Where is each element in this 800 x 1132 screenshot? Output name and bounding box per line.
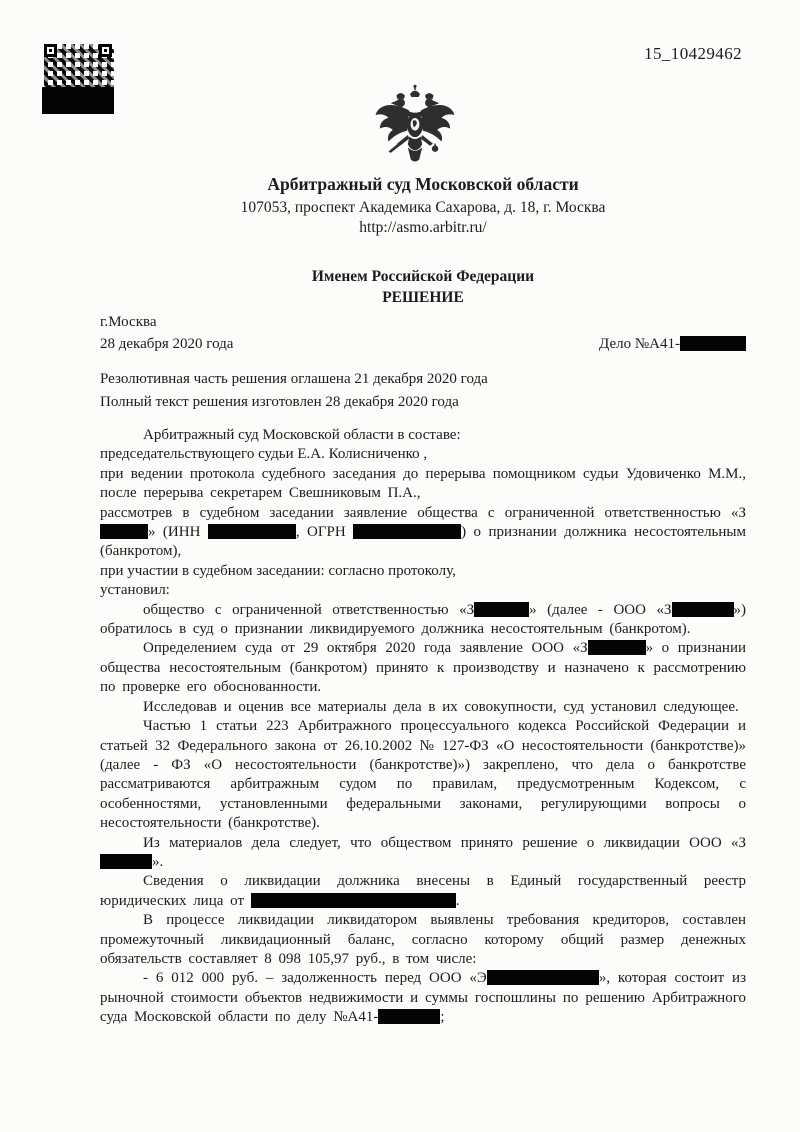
paragraph-established-label: установил: [100,582,170,599]
meta-city: г.Москва [100,314,157,330]
redaction-box [100,524,148,539]
paragraph-protocol-keepers: при ведении протокола судебного заседания до перерыва помощником судьи Удовиченко М.М., после перерыва секретарем Свешниковым П.А., [100,465,746,502]
announce-full-text: Полный текст решения изготовлен 28 декабря 2020 года [100,393,459,410]
redaction-box [378,1009,440,1024]
paragraph-ruling-acceptance [100,639,746,697]
qr-finder-top-right [99,44,112,57]
text-segment: общество с ограниченной ответственностью «З [143,601,475,618]
decision-title [100,266,746,308]
text-segment: » о признании общества несостоятельным (банкротом) принято к производству и назначено к рассмотрению по проверке его обоснованности. [100,640,746,696]
redaction-box [42,87,114,114]
text-segment: рассмотрев в судебном заседании заявление общества с ограниченной ответственностью «З [100,504,746,521]
title-in-name-of: Именем Российской Федерации [311,268,535,285]
redaction-box [208,524,296,539]
text-segment: ». [152,853,164,870]
text-segment: - 6 012 000 руб. – задолженность перед ООО «Э [143,970,487,987]
redaction-box [251,893,456,908]
meta-date-case-row [100,333,746,355]
text-segment: Определением суда от 29 октября 2020 года заявление ООО «З [143,640,588,657]
redaction-box [100,854,152,869]
paragraph-participation: при участии в судебном заседании: согласно протоколу, [100,562,456,579]
paragraph-materials-review: Исследовав и оценив все материалы дела в их совокупности, суд установил следующее. [143,698,739,715]
qr-finder-top-left [44,44,57,57]
court-website: http://asmo.arbitr.ru/ [359,219,487,236]
text-segment: ) о признании должника несостоятельным (банкротом), [100,524,746,560]
paragraph-creditor-claims: В процессе ликвидации ликвидатором выявлены требования кредиторов, составлен промежуточный ликвидационный баланс, согласно которому общий размер денежных обязательств составляет 8 098 105,97 руб., в том числе: [100,912,746,967]
paragraph-court-composition: Арбитражный суд Московской области в составе: [143,427,461,443]
announce-operative-part: Резолютивная часть решения оглашена 21 декабря 2020 года [100,371,488,387]
redaction-box [680,336,746,351]
qr-code [44,44,114,114]
text-segment: ») обратилось в суд о признании ликвидируемого должника несостоятельным (банкротом). [100,601,746,638]
redaction-box [672,602,734,617]
text-segment: Из материалов дела следует, что обществом принято решение о ликвидации ООО «З [143,834,746,851]
title-decision: РЕШЕНИЕ [382,289,464,306]
court-address: 107053, проспект Академика Сахарова, д. 18, г. Москва [240,199,606,216]
text-segment: » (далее - ООО «З [529,601,672,618]
text-segment: ; [440,1009,445,1026]
paragraph-legal-basis: Частью 1 статьи 223 Арбитражного процессуального кодекса Российской Федерации и статьей 32 Федерального закона от 26.10.2002 № 127-ФЗ «О несостоятельности (банкротстве)» (далее - ФЗ «О несостоятельности (банкротстве)») закреплено, что дела о банкротстве рассматриваются арбитражным судом по правилам, предусмотренным Кодексом, с особенностями, установленными федеральными законами, регулирующими вопросы о несостоятельности (банкротстве). [100,718,746,832]
text-segment: » (ИНН [148,524,208,541]
announcement-block [100,368,746,413]
paragraph-presiding-judge: председательствующего судьи Е.А. Колисниченко , [100,446,428,463]
paragraph-application [100,504,746,562]
paragraph-liquidation-decision [100,834,746,873]
redaction-box [588,640,646,655]
text-segment: , ОГРН [295,524,354,541]
text-segment: Сведения о ликвидации должника внесены в Единый государственный реестр юридических лица от [100,873,746,909]
case-label: Дело №А41- [599,336,680,352]
text-segment: », которая состоит из рыночной стоимости объектов недвижимости и суммы госпошлины по решению Арбитражного суда Московской области по делу №А41- [100,970,746,1026]
document-number: 15_10429462 [644,44,742,63]
paragraph-filing [100,601,746,640]
redaction-box [474,602,529,617]
decision-body [100,426,746,1028]
court-name: Арбитражный суд Московской области [267,174,579,194]
paragraph-registry-entry [100,872,746,911]
meta-case-number [599,333,746,355]
redaction-box [353,524,461,539]
meta-date: 28 декабря 2020 года [100,336,234,352]
redaction-box [487,970,599,985]
court-header [100,174,746,237]
text-segment: . [455,892,460,909]
russian-coat-of-arms-icon [372,82,458,178]
decision-meta [100,311,746,355]
paragraph-debt-item [100,969,746,1027]
